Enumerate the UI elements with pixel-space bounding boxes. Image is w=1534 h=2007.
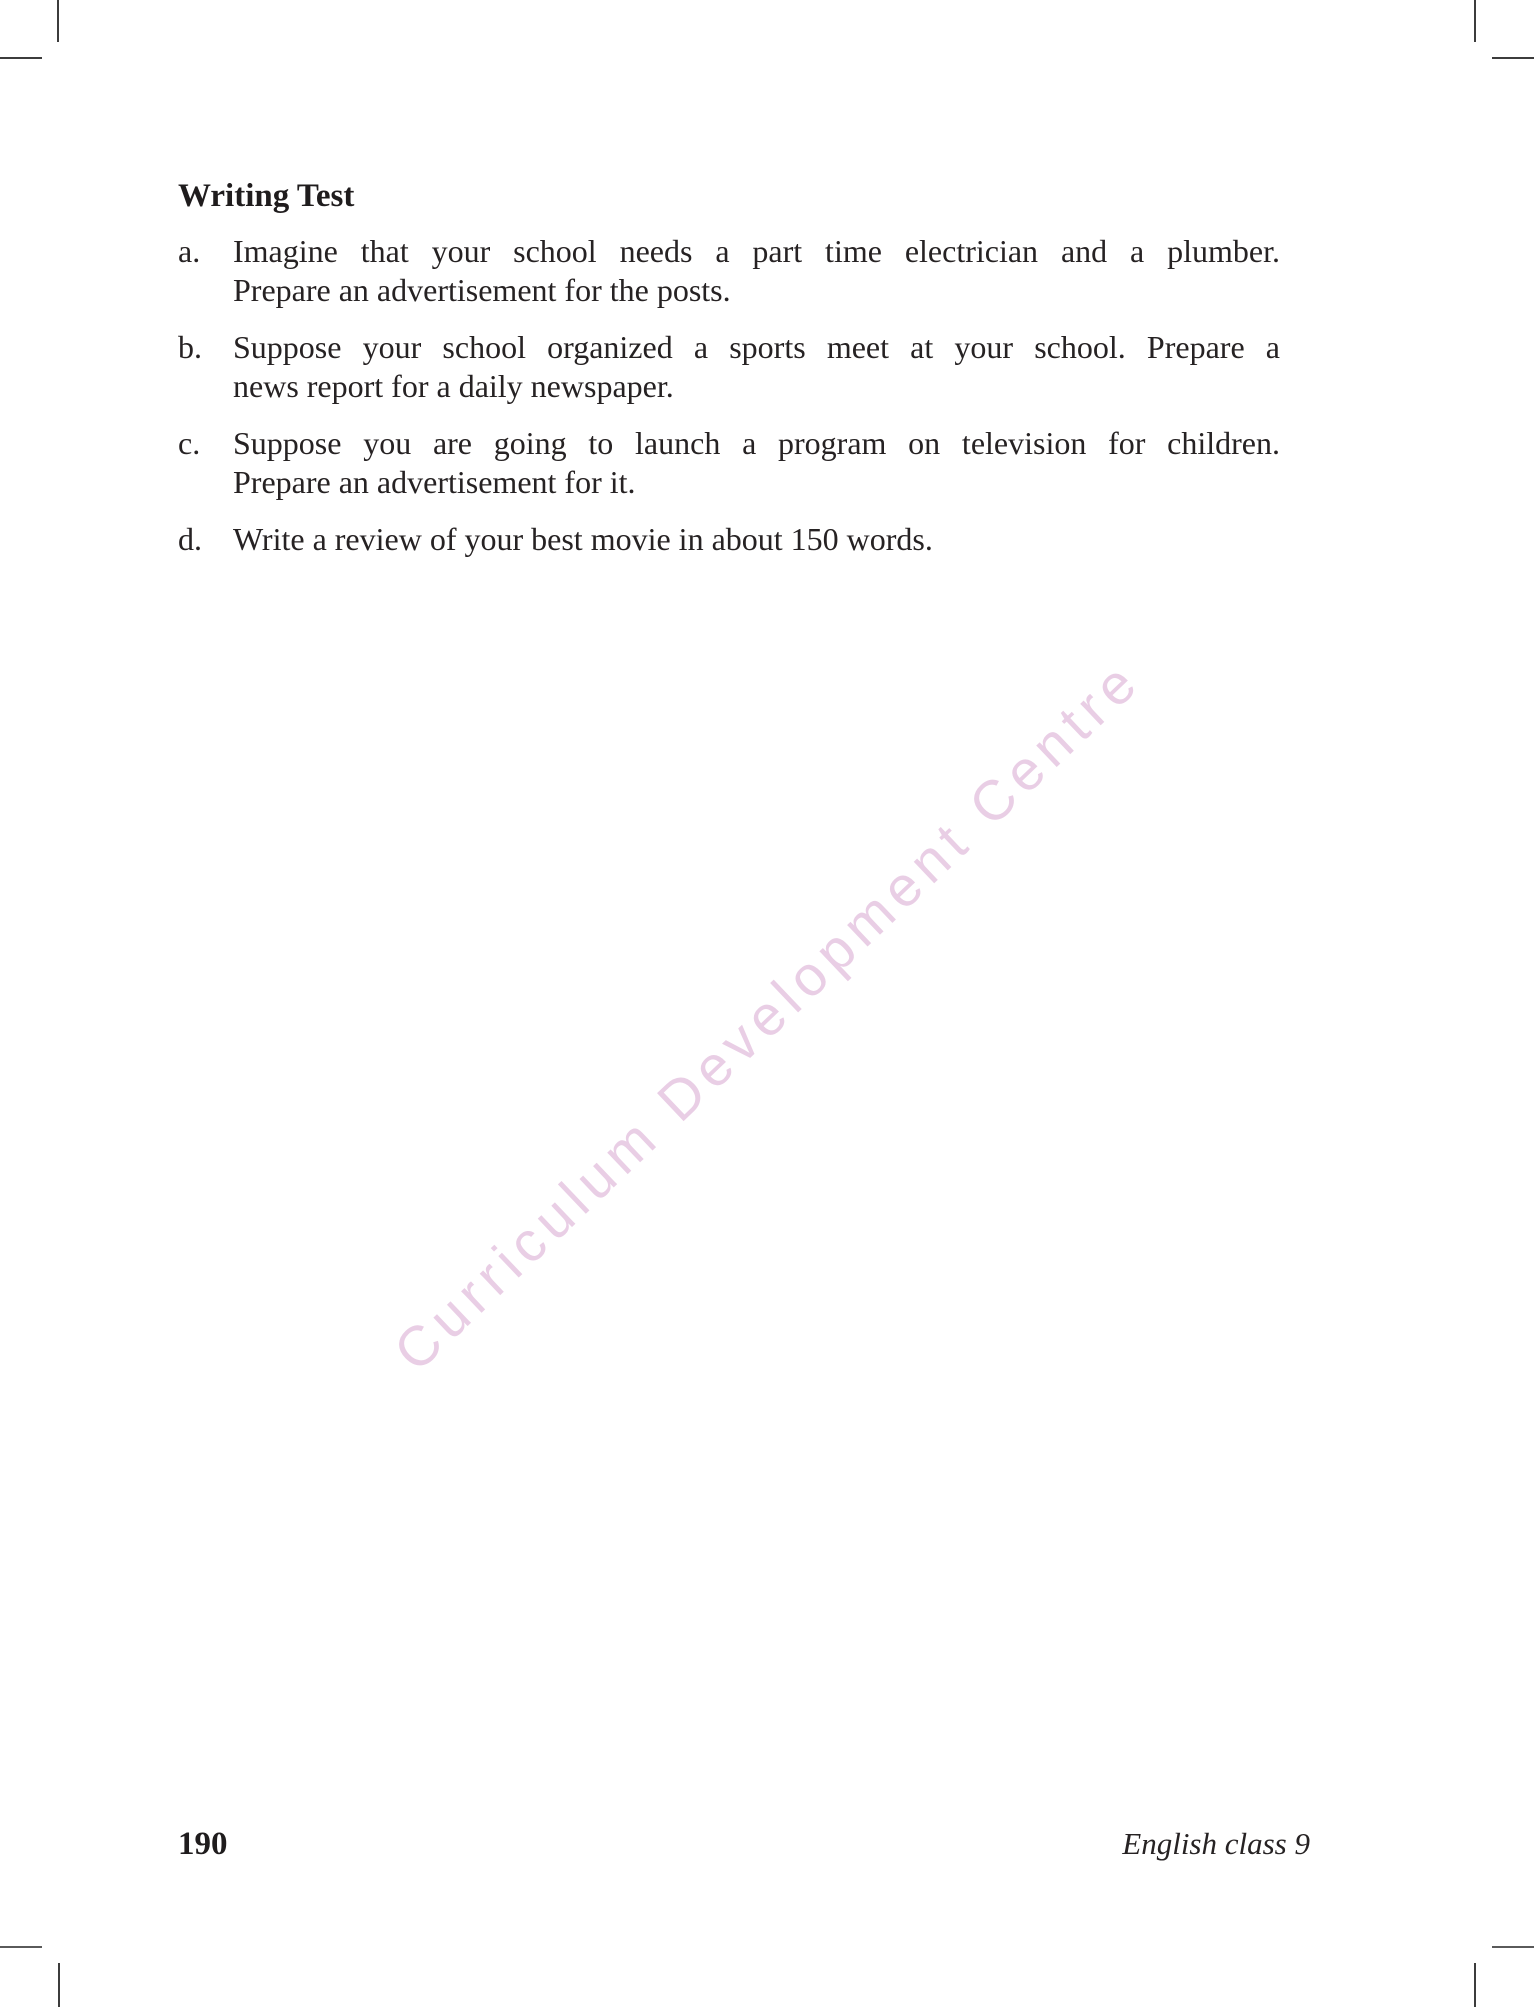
crop-mark-top-right-horizontal xyxy=(1492,57,1534,59)
crop-mark-top-right-vertical xyxy=(1474,0,1476,42)
book-title: English class 9 xyxy=(1122,1826,1310,1861)
list-item-b-label: b. xyxy=(178,329,202,365)
crop-mark-top-left-horizontal xyxy=(0,57,42,59)
crop-mark-top-left-vertical xyxy=(57,0,59,42)
watermark-text: Curriculum Development Centre xyxy=(381,646,1153,1384)
list-item-c-line-1: Suppose you are going to launch a program on television for children. xyxy=(233,425,1280,461)
main-content xyxy=(178,176,1280,577)
list-item-a-label: a. xyxy=(178,233,201,269)
page-footer xyxy=(178,1826,1310,1863)
list-item-d xyxy=(178,520,1280,559)
list-item-b-line-1: Suppose your school organized a sports meet at your school. Prepare a xyxy=(233,329,1280,365)
crop-mark-bottom-left-horizontal xyxy=(0,1946,42,1948)
list-item-b-text xyxy=(233,328,1280,406)
list-item-c-label: c. xyxy=(178,425,201,461)
list-item-a-line-1: Imagine that your school needs a part time electrician and a plumber. xyxy=(233,233,1280,269)
list-item-d-text xyxy=(233,520,1280,559)
list-item-a-text xyxy=(233,232,1280,310)
list-item-a-line-2: Prepare an advertisement for the posts. xyxy=(233,272,731,308)
list-item-b xyxy=(178,328,1280,406)
list-item-b-line-2: news report for a daily newspaper. xyxy=(233,368,674,404)
page-number: 190 xyxy=(178,1826,228,1862)
list-item-c-line-2: Prepare an advertisement for it. xyxy=(233,464,636,500)
list-item-c-text xyxy=(233,424,1280,502)
crop-mark-bottom-left-vertical xyxy=(58,1963,60,2007)
section-heading: Writing Test xyxy=(178,178,355,214)
list-item-c xyxy=(178,424,1280,502)
list-item-d-line-1: Write a review of your best movie in about 150 words. xyxy=(233,521,933,557)
crop-mark-bottom-right-horizontal xyxy=(1492,1946,1534,1948)
list-item-d-label: d. xyxy=(178,521,202,557)
crop-mark-bottom-right-vertical xyxy=(1474,1963,1476,2007)
list-item-a xyxy=(178,232,1280,310)
